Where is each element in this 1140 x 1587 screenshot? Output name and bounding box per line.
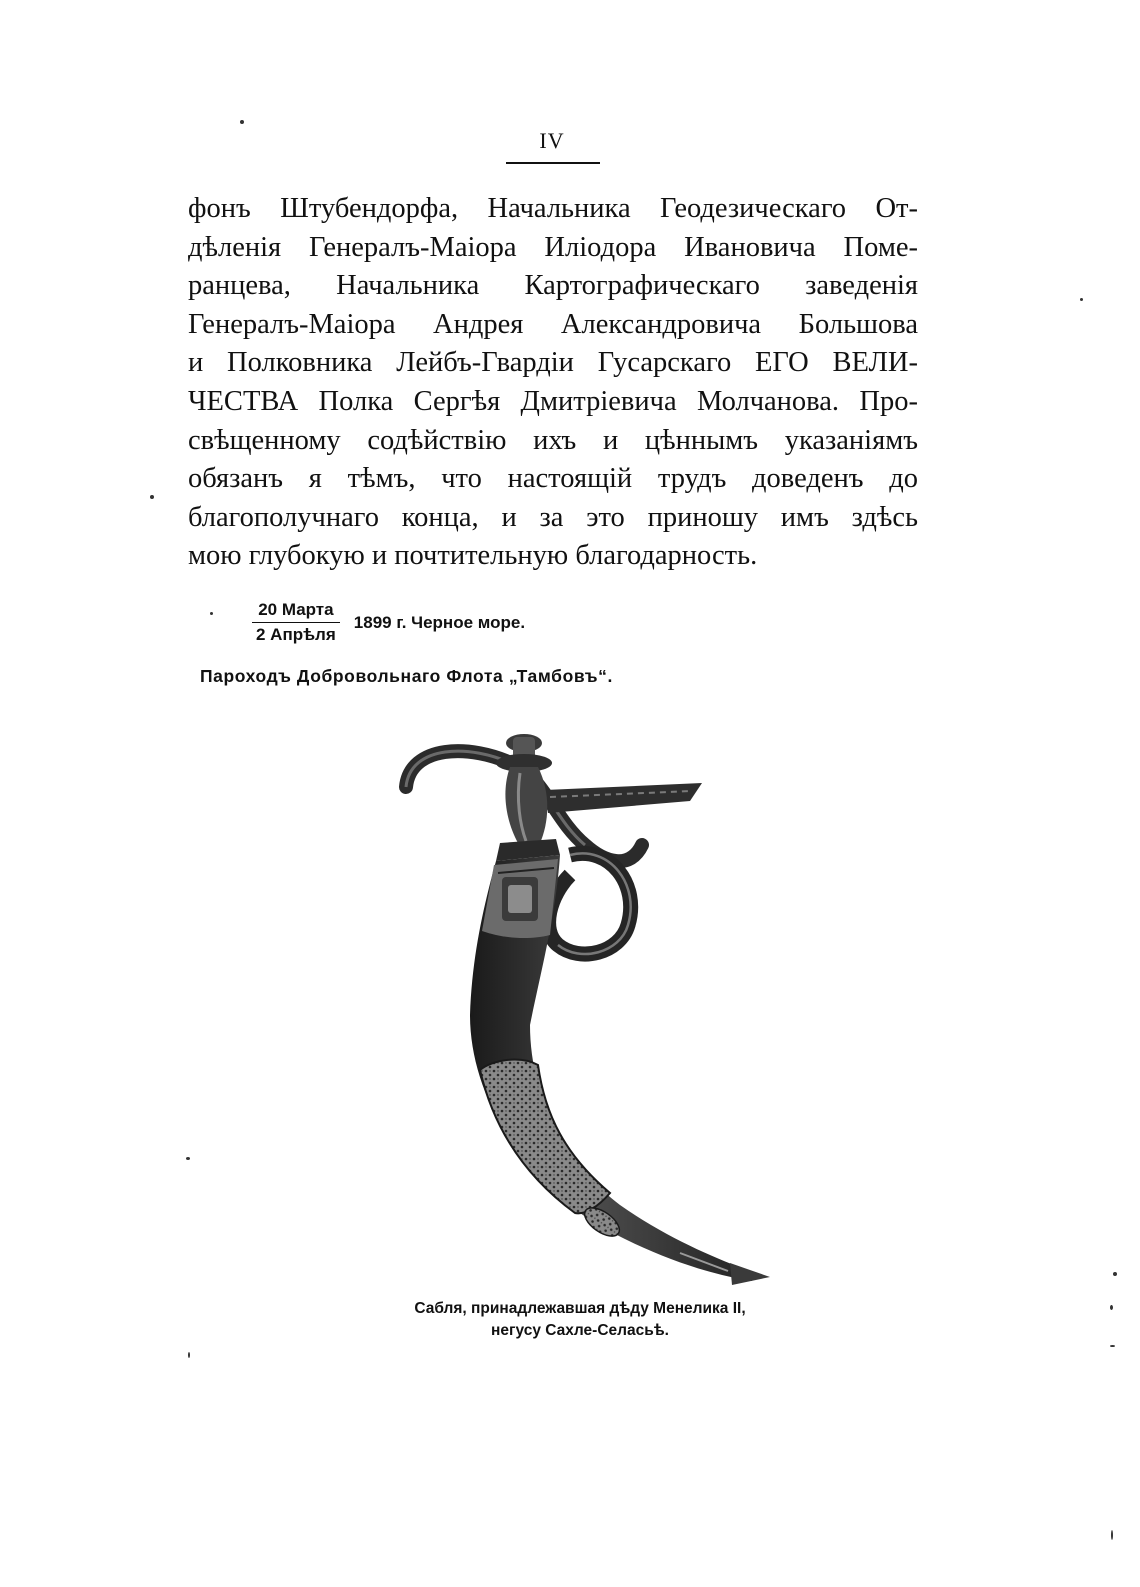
date-year-place: 1899 г. Черное море.	[353, 612, 526, 632]
scan-speck	[1110, 1345, 1115, 1347]
caption-line: Сабля, принадлежавшая дѣду Менелика II,	[414, 1300, 746, 1317]
hilt-grip	[505, 767, 547, 843]
scan-speck	[186, 1157, 190, 1160]
sabre-illustration	[380, 725, 780, 1295]
scan-speck	[1113, 1272, 1117, 1276]
body-line: фонъ Штубендорфа, Начальника Геодезическаго От-	[188, 193, 918, 224]
scan-speck	[210, 612, 213, 615]
body-line: мою глубокую и почтительную благодарность.	[188, 540, 758, 572]
scan-speck	[1111, 1530, 1113, 1540]
scabbard-tip	[730, 1263, 770, 1285]
scan-speck	[1080, 298, 1083, 301]
figure-caption	[320, 1298, 840, 1342]
page-number-rule	[506, 162, 600, 164]
date-new-style: 2 Апрѣля	[256, 625, 336, 644]
date-block	[250, 600, 525, 645]
body-line: и Полковника Лейбъ-Гвардіи Гусарскаго ЕГО ВЕЛИ-	[188, 347, 918, 379]
date-fraction	[250, 600, 342, 645]
body-line: ранцева, Начальника Картографическаго заведенія	[188, 270, 918, 302]
caption-line: негусу Сахле-Селасьѣ.	[491, 1322, 669, 1339]
scan-speck	[1110, 1305, 1113, 1310]
body-line: Генералъ-Маіора Андрея Александровича Большова	[188, 308, 918, 340]
scan-speck	[188, 1352, 190, 1358]
page-number: IV	[539, 128, 565, 153]
body-line: благополучнаго конца, и за это приношу имъ здѣсь	[188, 501, 918, 533]
body-line: свѣщенному содѣйствію ихъ и цѣннымъ указаніямъ	[188, 424, 918, 456]
belt-strap-loop	[549, 853, 631, 954]
scan-speck	[150, 495, 154, 499]
scabbard-chape	[480, 1060, 610, 1214]
body-text	[188, 190, 918, 576]
ship-line: Пароходъ Добровольнаго Флота „Тамбовъ“.	[200, 666, 613, 686]
body-line: обязанъ я тѣмъ, что настоящій трудъ доведенъ до	[188, 463, 918, 495]
body-line: дѣленія Генералъ-Маіора Иліодора Ивановича Поме-	[188, 231, 918, 263]
belt-strap-tail	[545, 783, 702, 813]
scan-speck	[240, 120, 244, 124]
body-line: ЧЕСТВА Полка Сергѣя Дмитріевича Молчанова. Про-	[188, 385, 918, 417]
date-old-style: 20 Марта	[252, 600, 339, 623]
